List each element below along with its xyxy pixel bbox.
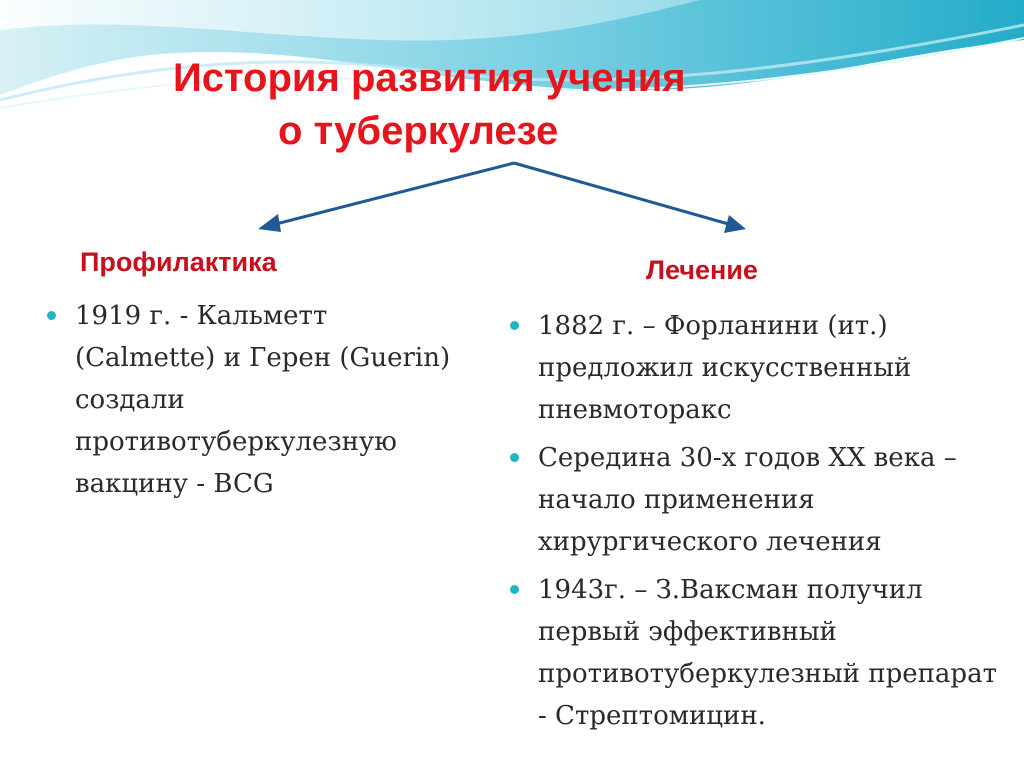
bullet-dot-icon [510,453,519,462]
title-line-1: История развития учения [173,56,686,100]
arrow-right-icon [514,163,746,233]
bullet-dot-icon [510,585,519,594]
list-item-text: 1882 г. – Форланини (ит.) предложил искусственный пневмоторакс [538,311,912,425]
list-item [75,295,475,505]
list-item-text: 1943г. – З.Ваксман получил первый эффективный противотуберкулезный препарат - Стрептомицин. [538,575,997,731]
heading-prophylaxis: Профилактика [80,247,277,277]
bullet-dot-icon [47,311,56,320]
list-item [538,437,998,563]
arrow-left-icon [258,163,514,232]
treatment-list [538,305,998,743]
list-item [538,569,998,737]
list-item-text: 1919 г. - Кальметт (Calmette) и Герен (Guerin) создали противотуберкулезную вакцину - BCG [75,301,451,499]
bullet-dot-icon [510,321,519,330]
heading-treatment: Лечение [646,255,758,285]
list-item-text: Середина 30-х годов XX века – начало применения хирургического лечения [538,443,957,557]
title-line-2: о туберкулезе [278,109,559,153]
list-item [538,305,998,431]
prophylaxis-list [75,295,475,511]
